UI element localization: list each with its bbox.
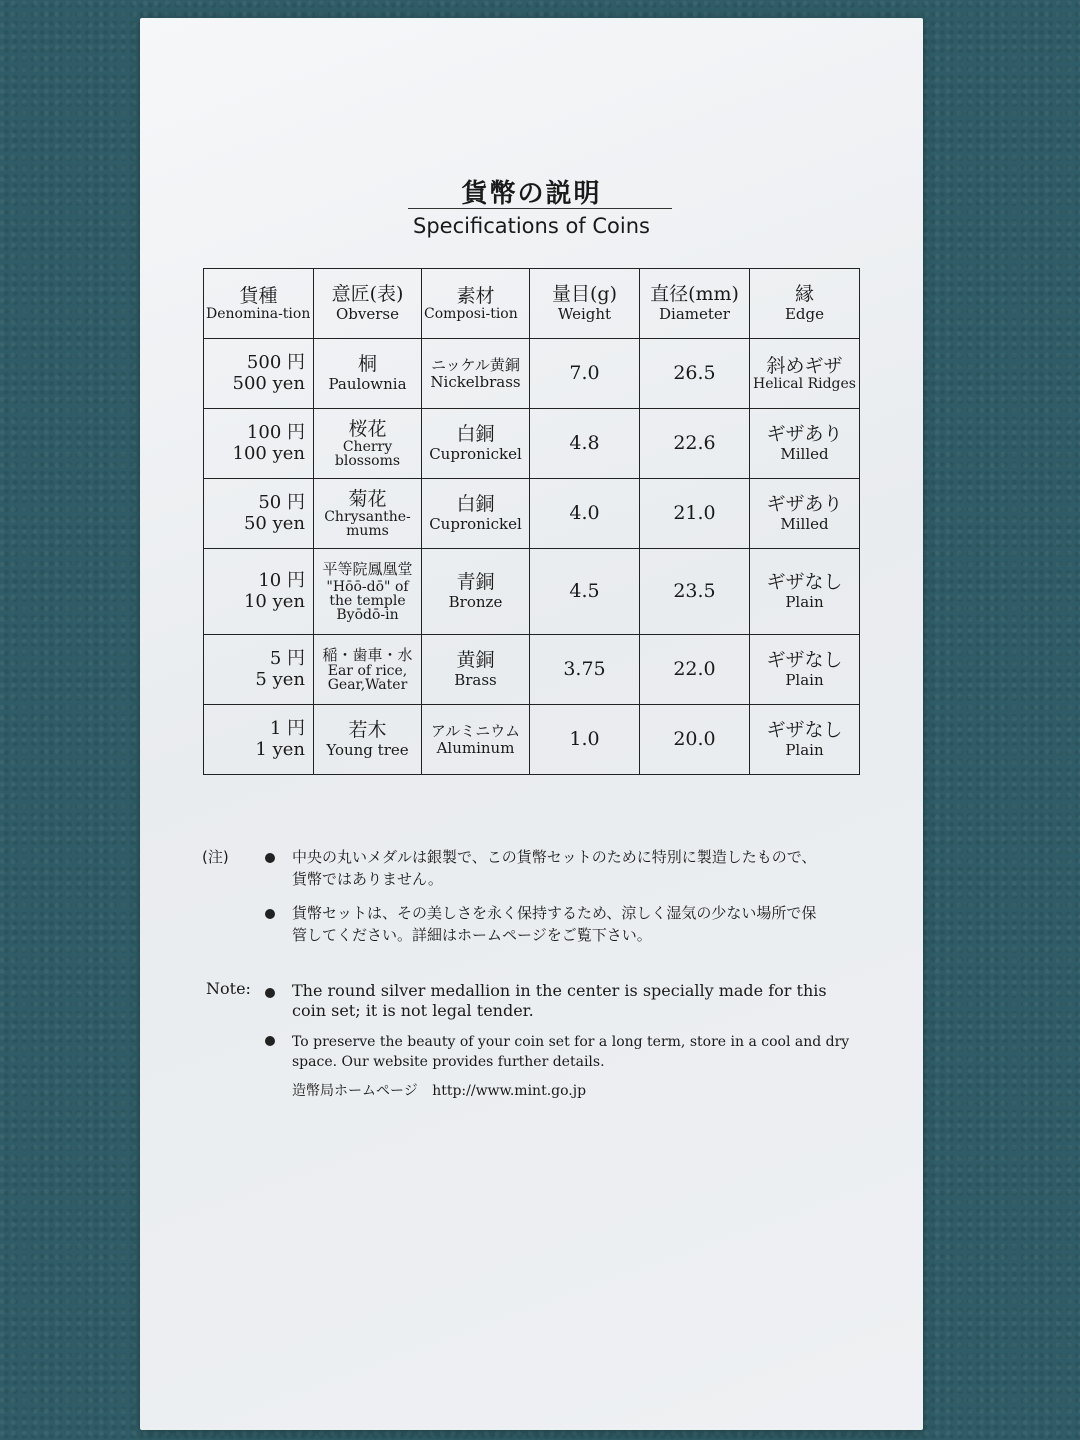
cell-composition: 青銅 Bronze bbox=[422, 549, 530, 635]
cell-weight: 3.75 bbox=[530, 635, 640, 705]
cell-obverse: 桜花 Cherry blossoms bbox=[314, 409, 422, 479]
note-jp-1: 中央の丸いメダルは銀製で、この貨幣セットのために特別に製造したもので、貨幣ではありません。 bbox=[292, 848, 817, 888]
coin-spec-table bbox=[203, 268, 860, 775]
cell-obverse: 平等院鳳凰堂 "Hōō-dō" of the temple Byōdō-in bbox=[314, 549, 422, 635]
note-jp-2: 貨幣セットは、その美しさを永く保持するため、涼しく湿気の少ない場所で保管してください。詳細はホームページをご覧下さい。 bbox=[292, 904, 817, 944]
bullet-icon bbox=[265, 988, 275, 998]
website-line bbox=[292, 1080, 586, 1100]
title-divider bbox=[408, 208, 672, 209]
cell-diameter: 22.6 bbox=[640, 409, 750, 479]
cell-obverse: 桐 Paulownia bbox=[314, 339, 422, 409]
notes-en-label: Note: bbox=[206, 979, 251, 998]
cell-diameter: 22.0 bbox=[640, 635, 750, 705]
table-row bbox=[204, 479, 860, 549]
coin-spec-card bbox=[140, 18, 923, 1430]
notes-jp-label: (注) bbox=[202, 848, 229, 866]
cell-diameter: 26.5 bbox=[640, 339, 750, 409]
header-composition: 素材 Composi-tion bbox=[422, 269, 530, 339]
cell-diameter: 20.0 bbox=[640, 705, 750, 775]
cell-edge: ギザあり Milled bbox=[750, 479, 860, 549]
bullet-icon bbox=[265, 1036, 275, 1046]
page-title-jp: 貨幣の説明 bbox=[461, 179, 602, 209]
header-obverse: 意匠(表) Obverse bbox=[314, 269, 422, 339]
cell-weight: 7.0 bbox=[530, 339, 640, 409]
table-row bbox=[204, 705, 860, 775]
cell-weight: 4.8 bbox=[530, 409, 640, 479]
website-link[interactable]: http://www.mint.go.jp bbox=[432, 1083, 587, 1099]
cell-composition: 黄銅 Brass bbox=[422, 635, 530, 705]
cell-composition: アルミニウム Aluminum bbox=[422, 705, 530, 775]
website-label: 造幣局ホームページ bbox=[292, 1083, 418, 1099]
cell-obverse: 若木 Young tree bbox=[314, 705, 422, 775]
cell-composition: 白銅 Cupronickel bbox=[422, 409, 530, 479]
cell-composition: 白銅 Cupronickel bbox=[422, 479, 530, 549]
cell-denomination: 10 円 10 yen bbox=[204, 549, 314, 635]
cell-edge: ギザなし Plain bbox=[750, 549, 860, 635]
cell-denomination: 100 円 100 yen bbox=[204, 409, 314, 479]
cell-denomination: 1 円 1 yen bbox=[204, 705, 314, 775]
cell-edge: ギザなし Plain bbox=[750, 705, 860, 775]
cell-denomination: 50 円 50 yen bbox=[204, 479, 314, 549]
header-diameter: 直径(mm) Diameter bbox=[640, 269, 750, 339]
cell-edge: ギザなし Plain bbox=[750, 635, 860, 705]
cell-diameter: 21.0 bbox=[640, 479, 750, 549]
header-denomination: 貨種 Denomina-tion bbox=[204, 269, 314, 339]
table-row bbox=[204, 409, 860, 479]
cell-diameter: 23.5 bbox=[640, 549, 750, 635]
cell-weight: 4.5 bbox=[530, 549, 640, 635]
cell-edge: 斜めギザ Helical Ridges bbox=[750, 339, 860, 409]
header-edge: 縁 Edge bbox=[750, 269, 860, 339]
cell-denomination: 5 円 5 yen bbox=[204, 635, 314, 705]
cell-edge: ギザあり Milled bbox=[750, 409, 860, 479]
bullet-icon bbox=[265, 853, 275, 863]
cell-weight: 1.0 bbox=[530, 705, 640, 775]
note-en-2: To preserve the beauty of your coin set for a long term, store in a cool and dry space. Our website provides further details. bbox=[292, 1034, 850, 1070]
table-header-row bbox=[204, 269, 860, 339]
table-row bbox=[204, 549, 860, 635]
table-row bbox=[204, 339, 860, 409]
header-weight: 量目(g) Weight bbox=[530, 269, 640, 339]
note-en-1: The round silver medallion in the center is specially made for this coin set; it is not legal tender. bbox=[292, 981, 827, 1020]
cell-obverse: 菊花 Chrysanthe-mums bbox=[314, 479, 422, 549]
cell-composition: ニッケル黄銅 Nickelbrass bbox=[422, 339, 530, 409]
bullet-icon bbox=[265, 909, 275, 919]
cell-obverse: 稲・歯車・水 Ear of rice, Gear,Water bbox=[314, 635, 422, 705]
cell-weight: 4.0 bbox=[530, 479, 640, 549]
table-row bbox=[204, 635, 860, 705]
page-title-en: Specifications of Coins bbox=[413, 214, 650, 238]
cell-denomination: 500 円 500 yen bbox=[204, 339, 314, 409]
